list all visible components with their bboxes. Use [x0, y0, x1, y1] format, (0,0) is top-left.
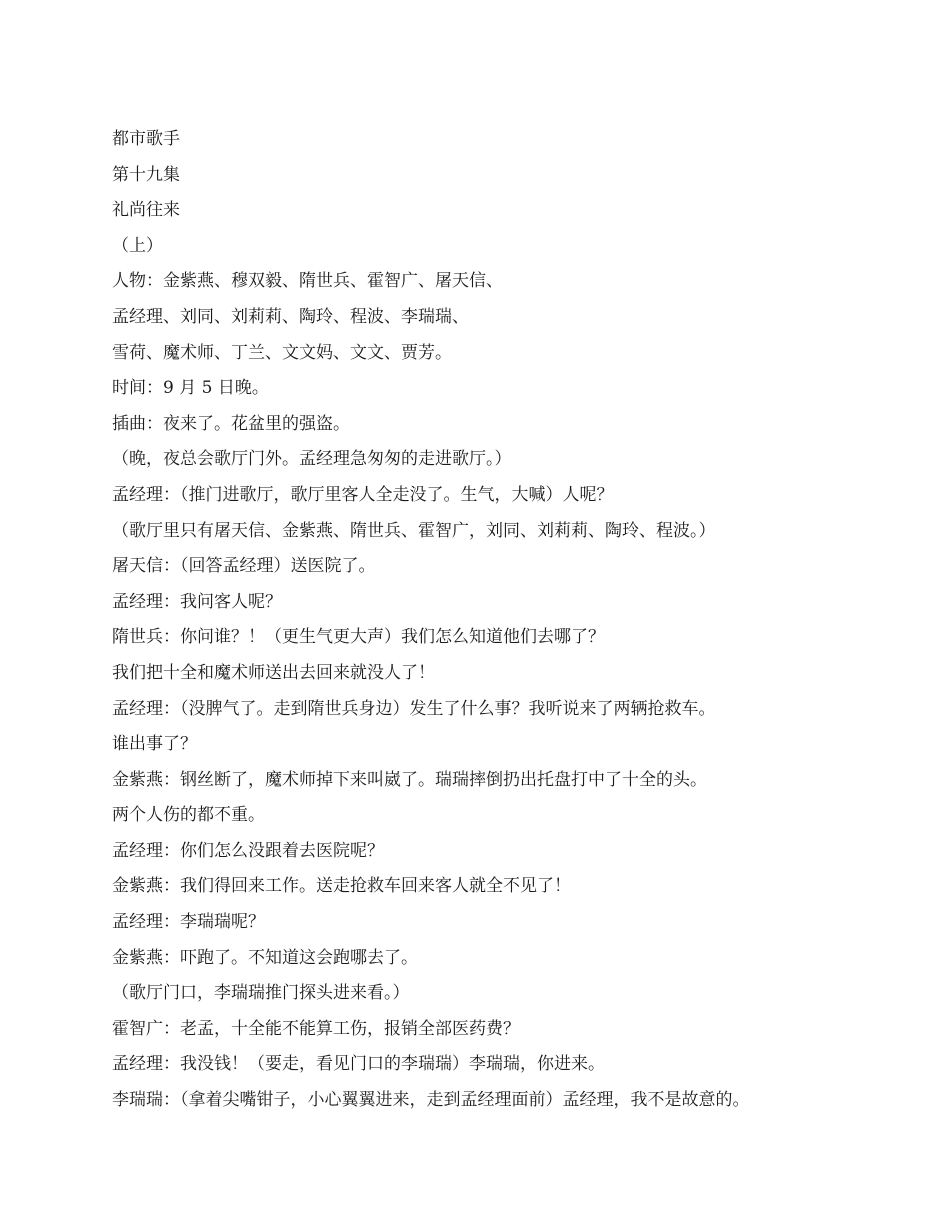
- dialogue-line: 霍智广：老孟，十全能不能算工伤，报销全部医药费？: [112, 1018, 520, 1039]
- songs-line: 插曲：夜来了。花盆里的强盗。: [112, 413, 350, 434]
- characters-line-1: 人物：金紫燕、穆双毅、隋世兵、霍智广、屠天信、: [112, 271, 503, 292]
- dialogue-line: 孟经理：（没脾气了。走到隋世兵身边）发生了什么事？我听说来了两辆抢救车。: [112, 698, 716, 719]
- dialogue-continuation: 两个人伤的都不重。: [112, 805, 265, 826]
- time-line: 时间：9 月 5 日晚。: [112, 378, 269, 399]
- dialogue-line: 孟经理：我没钱！（要走，看见门口的李瑞瑞）李瑞瑞，你进来。: [112, 1054, 605, 1075]
- part-label: （上）: [112, 235, 163, 256]
- dialogue-line: 金紫燕：吓跑了。不知道这会跑哪去了。: [112, 947, 418, 968]
- dialogue-line: 孟经理：（推门进歌厅，歌厅里客人全走没了。生气，大喊）人呢？: [112, 484, 614, 505]
- characters-line-2: 孟经理、刘同、刘莉莉、陶玲、程波、李瑞瑞、: [112, 306, 469, 327]
- dialogue-continuation: 我们把十全和魔术师送出去回来就没人了！: [112, 662, 435, 683]
- episode-title: 礼尚往来: [112, 200, 180, 221]
- dialogue-line: 屠天信：（回答孟经理）送医院了。: [112, 556, 376, 577]
- series-title: 都市歌手: [112, 129, 180, 149]
- stage-direction: （晚，夜总会歌厅门外。孟经理急匆匆的走进歌厅。）: [112, 449, 512, 470]
- characters-line-3: 雪荷、魔术师、丁兰、文文妈、文文、贾芳。: [112, 342, 452, 363]
- dialogue-line: 孟经理：你们怎么没跟着去医院呢？: [112, 840, 384, 861]
- dialogue-line: 李瑞瑞：（拿着尖嘴钳子，小心翼翼进来，走到孟经理面前）孟经理，我不是故意的。: [112, 1090, 750, 1111]
- dialogue-line: 金紫燕：钢丝断了，魔术师掉下来叫崴了。瑞瑞摔倒扔出托盘打中了十全的头。: [112, 769, 707, 790]
- dialogue-line: 金紫燕：我们得回来工作。送走抢救车回来客人就全不见了！: [112, 876, 571, 897]
- script-text: [112, 122, 912, 1119]
- stage-direction: （歌厅里只有屠天信、金紫燕、隋世兵、霍智广，刘同、刘莉莉、陶玲、程波。）: [112, 520, 716, 541]
- episode-number: 第十九集: [112, 164, 180, 185]
- dialogue-continuation: 谁出事了？: [112, 734, 197, 755]
- dialogue-line: 孟经理：李瑞瑞呢？: [112, 912, 265, 933]
- dialogue-line: 隋世兵：你问谁？！（更生气更大声）我们怎么知道他们去哪了？: [112, 627, 605, 648]
- stage-direction: （歌厅门口，李瑞瑞推门探头进来看。）: [112, 983, 410, 1004]
- dialogue-line: 孟经理：我问客人呢？: [112, 591, 282, 612]
